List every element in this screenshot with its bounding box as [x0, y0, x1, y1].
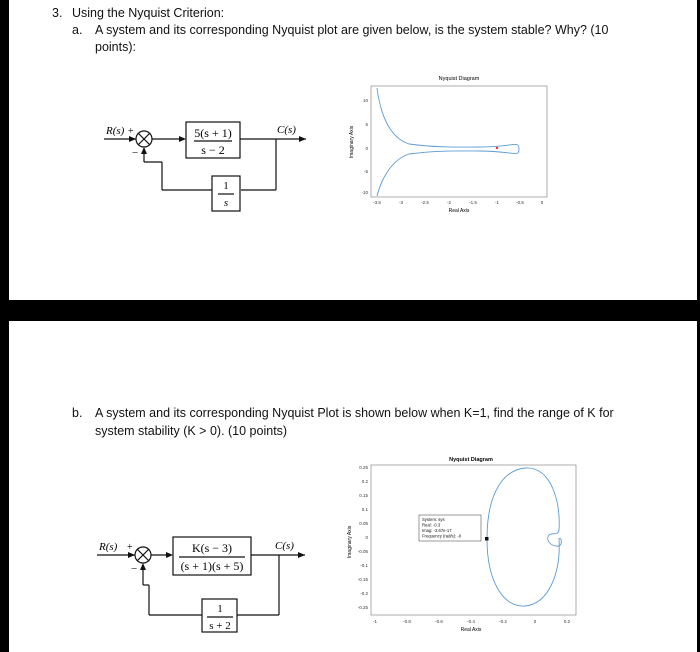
plot-a-xlabel: Real Axis [448, 208, 470, 214]
forward-denominator-a: s − 2 [201, 143, 225, 157]
plot-b-xtick: -1 [372, 619, 378, 624]
plot-a-xtick: -3 [398, 200, 404, 205]
question-part-a-panel [9, 0, 697, 300]
plot-a-xtick: -3.5 [373, 200, 381, 205]
feedback-numerator-b: 1 [217, 603, 223, 615]
plot-a-xtick: 0 [540, 200, 544, 205]
nyquist-plot-a [339, 70, 569, 230]
plot-a-ytick: -10 [361, 190, 368, 195]
plot-a-ytick: 10 [362, 98, 368, 103]
plot-b-ytick: 0.25 [359, 465, 368, 470]
plot-a-xtick: -1.5 [469, 200, 477, 205]
datatip-frequency: Frequency (rad/s): -0 [422, 533, 462, 539]
nyquist-plot-b [339, 452, 579, 642]
plot-b-xtick: -0.4 [467, 619, 475, 624]
plot-b-ytick: 0 [365, 535, 368, 540]
plot-a-xtick: -0.5 [516, 200, 524, 205]
plot-b-ytick: -0.1 [360, 563, 368, 568]
plot-b-ytick: 0.2 [361, 479, 368, 484]
plus-sign-a: + [128, 126, 134, 137]
plot-a-xtick: -2.5 [421, 200, 429, 205]
part-a-letter: a. [72, 23, 83, 37]
minus-sign-a: − [132, 147, 139, 159]
part-b-text-line2: system stability (K > 0). (10 points) [95, 424, 288, 438]
output-label-b: C(s) [275, 540, 294, 552]
plot-a-ytick: -5 [363, 169, 368, 174]
input-label-a: R(s) [106, 125, 125, 137]
plot-b-ytick: 0.05 [359, 521, 368, 526]
minus-sign-b: − [131, 563, 138, 575]
plot-b-ylabel: Imaginary Axis [347, 525, 353, 559]
forward-numerator-b: K(s − 3) [191, 541, 233, 555]
datatip-imag: Imag: -3.67e-17 [422, 528, 452, 533]
plot-b-title: Nyquist Diagram [449, 457, 493, 463]
part-a-text-line2: points): [95, 40, 136, 54]
plot-a-xtick: -2 [446, 200, 452, 205]
part-b-letter: b. [72, 406, 83, 420]
plot-a-critical-point [496, 147, 498, 149]
plot-a-ylabel: Imaginary Axis [349, 125, 355, 159]
forward-numerator-a: 5(s + 1) [194, 126, 232, 140]
plot-a-ytick: 0 [365, 146, 368, 151]
plot-b-ytick: -0.15 [357, 577, 368, 582]
plot-a-ytick: 5 [365, 122, 368, 127]
question-title: Using the Nyquist Criterion: [72, 6, 225, 20]
feedback-denominator-a: s [223, 197, 229, 209]
plot-b-xtick: 0 [533, 619, 537, 624]
plot-b-xtick: -0.2 [499, 619, 507, 624]
datatip-real: Real: -0.3 [422, 522, 441, 528]
plot-a-xtick: -1 [494, 200, 500, 205]
plot-a-title: Nyquist Diagram [438, 76, 480, 82]
feedback-numerator-a: 1 [223, 180, 229, 192]
input-label-b: R(s) [99, 541, 118, 553]
plot-b-ytick: 0.15 [359, 493, 368, 498]
output-label-a: C(s) [277, 124, 296, 136]
plot-b-xlabel: Real Axis [460, 627, 482, 633]
question-part-b-panel [9, 321, 697, 652]
question-number: 3. [52, 6, 63, 20]
datatip-system: System: sys [422, 517, 445, 522]
plot-b-xtick: -0.8 [403, 619, 411, 624]
plot-b-xtick: -0.6 [435, 619, 443, 624]
plot-b-ytick: -0.25 [357, 605, 368, 610]
plot-b-ytick: -0.2 [360, 591, 368, 596]
plus-sign-b: + [127, 542, 133, 553]
plot-b-datatip-marker [485, 537, 489, 541]
plot-b-ytick: 0.1 [361, 507, 368, 512]
part-a-text-line1: A system and its corresponding Nyquist plot are given below, is the system stable? Why? (10 [95, 23, 609, 37]
feedback-denominator-b: s + 2 [209, 620, 231, 632]
plot-b-ytick: -0.05 [357, 549, 368, 554]
plot-b-xtick: 0.2 [563, 619, 571, 624]
part-b-text-line1: A system and its corresponding Nyquist Plot is shown below when K=1, find the range of K for [95, 406, 614, 420]
forward-denominator-b: (s + 1)(s + 5) [180, 559, 244, 573]
